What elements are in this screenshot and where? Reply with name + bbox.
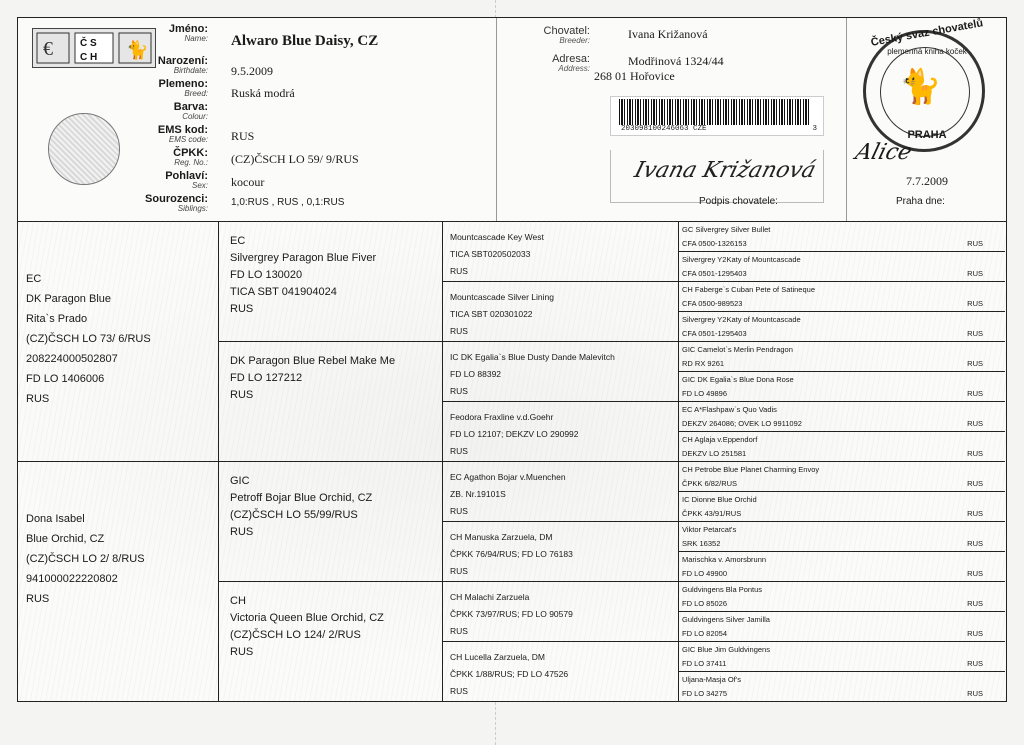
gen4-reg: SRK 16352	[682, 539, 721, 548]
gen4-name: GIC Blue Jim Guldvingens	[682, 645, 770, 654]
certificate-header	[18, 18, 1006, 222]
great-grandparent-cell-line: IC DK Egalia`s Blue Dusty Dande Malevitch	[450, 352, 615, 362]
gen4-name: CH Petrobe Blue Planet Charming Envoy	[682, 465, 820, 474]
great-grandparent-cell-line: ČPKK 76/94/RUS; FD LO 76183	[450, 549, 573, 559]
grandparent-cell-line: (CZ)ČSCH LO 124/ 2/RUS	[230, 629, 361, 641]
parent-cell	[18, 461, 218, 701]
grandparent-cell-line: Silvergrey Paragon Blue Fiver	[230, 252, 377, 264]
gen4-cell	[678, 371, 1005, 401]
parent-cell-line: Blue Orchid, CZ	[26, 533, 105, 545]
address-line-1: Modřinová 1324/44	[628, 54, 724, 68]
label-breeder: Chovatel: Breeder:	[543, 25, 590, 45]
svg-text:🐈: 🐈	[126, 40, 149, 61]
great-grandparent-cell	[442, 281, 678, 341]
gen4-name: GIC DK Egalia`s Blue Dona Rose	[682, 375, 794, 384]
gen4-reg: CFA 0500-989523	[682, 299, 743, 308]
label-breed: Plemeno: Breed:	[158, 78, 208, 98]
label-siblings: Sourozenci: Siblings:	[145, 193, 208, 213]
gen4-cell	[678, 491, 1005, 521]
gen4-cell	[678, 341, 1005, 371]
great-grandparent-cell-line: ČPKK 1/88/RUS; FD LO 47526	[450, 669, 569, 679]
gen4-name: Guldvingens Silver Jamilla	[682, 615, 770, 624]
grandparent-cell-line: CH	[230, 595, 246, 607]
birthdate-value: 9.5.2009	[231, 64, 273, 78]
breed-value: Ruská modrá	[231, 86, 295, 100]
great-grandparent-cell-line: RUS	[450, 566, 468, 576]
great-grandparent-cell-line: RUS	[450, 326, 468, 336]
grid-line	[678, 371, 1005, 372]
reg-no-value: (CZ)ČSCH LO 59/ 9/RUS	[231, 152, 359, 166]
grandparent-cell-line: FD LO 127212	[230, 372, 303, 384]
grid-line	[678, 341, 1005, 342]
gen4-reg: FD LO 82054	[682, 629, 728, 638]
svg-text:C H: C H	[80, 52, 98, 63]
gen4-cell	[678, 581, 1005, 611]
label-reg-no: ČPKK: Reg. No.:	[173, 147, 208, 167]
parent-cell-line: RUS	[26, 393, 50, 405]
breeder-signature: Ivana Križanová	[631, 158, 819, 183]
great-grandparent-cell-line: EC Agathon Bojar v.Muenchen	[450, 472, 566, 482]
label-sex: Pohlaví: Sex:	[165, 170, 208, 190]
grid-line	[678, 311, 1005, 312]
great-grandparent-cell-line: RUS	[450, 386, 468, 396]
grandparent-cell	[218, 341, 442, 461]
gen4-name: Guldvingens Bla Pontus	[682, 585, 763, 594]
parent-cell-line: FD LO 1406006	[26, 373, 105, 385]
parent-cell-line: 941000022220802	[26, 573, 118, 585]
great-grandparent-cell	[442, 461, 678, 521]
great-grandparent-cell-line: RUS	[450, 446, 468, 456]
gen4-name: EC A*Flashpaw`s Quo Vadis	[682, 405, 777, 414]
gen4-cell	[678, 551, 1005, 581]
grandparent-cell-line: RUS	[230, 303, 254, 315]
parent-cell-line: RUS	[26, 593, 50, 605]
grid-line	[678, 491, 1005, 492]
gen4-ems: RUS	[967, 299, 983, 308]
grandparent-cell-line: FD LO 130020	[230, 269, 303, 281]
gen4-ems: RUS	[967, 629, 983, 638]
gen4-ems: RUS	[967, 269, 983, 278]
gen4-reg: FD LO 34275	[682, 689, 728, 698]
great-grandparent-cell-line: RUS	[450, 266, 468, 276]
grandparent-cell-line: RUS	[230, 646, 254, 658]
grid-line	[678, 431, 1005, 432]
gen4-ems: RUS	[967, 239, 983, 248]
parent-cell-line: DK Paragon Blue	[26, 293, 111, 305]
gen4-name: CH Faberge`s Cuban Pete of Satineque	[682, 285, 815, 294]
pedigree-certificate	[17, 17, 1007, 702]
gen4-ems: RUS	[967, 449, 983, 458]
gen4-cell	[678, 401, 1005, 431]
great-grandparent-cell	[442, 221, 678, 281]
great-grandparent-cell	[442, 521, 678, 581]
parent-cell-line: Rita`s Prado	[26, 313, 88, 325]
parent-cell-line: EC	[26, 273, 42, 285]
gen4-ems: RUS	[967, 419, 983, 428]
gen4-reg: CFA 0501-1295403	[682, 329, 747, 338]
great-grandparent-cell-line: ZB. Nr.19101S	[450, 489, 506, 499]
gen4-ems: RUS	[967, 329, 983, 338]
barcode-bars-icon	[619, 99, 809, 125]
sex-value: kocour	[231, 175, 265, 189]
great-grandparent-cell-line: CH Malachi Zarzuela	[450, 592, 530, 602]
gen4-ems: RUS	[967, 509, 983, 518]
stamp-text-mid: plemenná kniha koček	[887, 47, 967, 56]
gen4-cell	[678, 311, 1005, 341]
breeder-name: Ivana Križanová	[628, 27, 708, 41]
grandparent-cell	[218, 221, 442, 341]
gen4-cell	[678, 521, 1005, 551]
gen4-name: Marischka v. Amorsbrunn	[682, 555, 767, 564]
great-grandparent-cell-line: RUS	[450, 686, 468, 696]
grid-line	[678, 581, 1005, 582]
great-grandparent-cell	[442, 341, 678, 401]
label-birthdate: Narození: Birthdate:	[157, 55, 208, 75]
gen4-ems: RUS	[967, 539, 983, 548]
gen4-name: Silvergrey Y2Katy of Mountcascade	[682, 315, 801, 324]
stamp-text-bottom: PRAHA	[907, 129, 947, 141]
gen4-name: Uljana-Masja Of's	[682, 675, 741, 684]
gen4-reg: FD LO 49900	[682, 569, 728, 578]
pedigree-table	[18, 221, 1006, 701]
header-divider	[496, 18, 497, 221]
registry-stamp	[863, 17, 985, 152]
gen4-ems: RUS	[967, 389, 983, 398]
gen4-ems: RUS	[967, 569, 983, 578]
great-grandparent-cell-line: CH Lucella Zarzuela, DM	[450, 652, 545, 662]
grid-line	[678, 251, 1005, 252]
parent-cell-line: (CZ)ČSCH LO 2/ 8/RUS	[26, 553, 145, 565]
gen4-cell	[678, 431, 1005, 461]
gen4-name: IC Dionne Blue Orchid	[682, 495, 757, 504]
barcode-number: 203098100246063 CZE	[621, 125, 707, 133]
cat-name: Alwaro Blue Daisy, CZ	[231, 33, 379, 49]
svg-text:Č S: Č S	[80, 38, 97, 49]
great-grandparent-cell	[442, 401, 678, 461]
grandparent-cell-line: Victoria Queen Blue Orchid, CZ	[230, 612, 384, 624]
gen4-reg: FD LO 49896	[682, 389, 728, 398]
grandparent-cell-line: DK Paragon Blue Rebel Make Me	[230, 355, 396, 367]
grid-line	[678, 521, 1005, 522]
gen4-ems: RUS	[967, 659, 983, 668]
grid-line	[678, 281, 1005, 282]
grandparent-cell-line: RUS	[230, 389, 254, 401]
great-grandparent-cell-line: Mountcascade Key West	[450, 232, 544, 242]
label-address: Adresa: Address:	[552, 53, 590, 73]
parent-cell-line: (CZ)ČSCH LO 73/ 6/RUS	[26, 333, 151, 345]
great-grandparent-cell-line: CH Manuska Zarzuela, DM	[450, 532, 553, 542]
gen4-cell	[678, 281, 1005, 311]
gen4-reg: DEKZV 264086; OVEK LO 9911092	[682, 419, 802, 428]
gen4-cell	[678, 461, 1005, 491]
grid-line	[678, 671, 1005, 672]
gen4-name: Viktor Petarcat's	[682, 525, 737, 534]
header-divider-right	[846, 18, 847, 221]
grid-line	[678, 551, 1005, 552]
gen4-name: GIC Camelot`s Merlin Pendragon	[682, 345, 793, 354]
issue-date-caption: Praha dne:	[896, 196, 945, 207]
gen4-reg: FD LO 37411	[682, 659, 727, 668]
grid-line	[678, 461, 1005, 462]
grandparent-cell-line: RUS	[230, 526, 254, 538]
gen4-ems: RUS	[967, 359, 983, 368]
label-colour: Barva: Colour:	[173, 101, 208, 121]
gen4-ems: RUS	[967, 479, 983, 488]
gen4-reg: FD LO 85026	[682, 599, 728, 608]
gen4-reg: CFA 0501-1295403	[682, 269, 747, 278]
gen4-ems: RUS	[967, 599, 983, 608]
grid-line	[678, 401, 1005, 402]
great-grandparent-cell-line: Feodora Fraxline v.d.Goehr	[450, 412, 554, 422]
gen4-cell	[678, 671, 1005, 701]
issue-date: 7.7.2009	[906, 174, 948, 188]
grandparent-cell-line: TICA SBT 041904024	[230, 286, 337, 298]
great-grandparent-cell-line: Mountcascade Silver Lining	[450, 292, 554, 302]
gen4-cell	[678, 611, 1005, 641]
grandparent-cell-line: EC	[230, 235, 246, 247]
grid-line	[678, 611, 1005, 612]
great-grandparent-cell	[442, 581, 678, 641]
great-grandparent-cell	[442, 641, 678, 701]
grandparent-cell	[218, 461, 442, 581]
gen4-cell	[678, 221, 1005, 251]
gen4-name: CH Aglaja v.Eppendorf	[682, 435, 758, 444]
address-line-2: 268 01 Hořovice	[594, 69, 675, 83]
label-name: Jméno: Name:	[168, 23, 208, 43]
registrar-signature: Alice	[852, 140, 915, 165]
grandparent-cell-line: Petroff Bojar Blue Orchid, CZ	[230, 492, 373, 504]
grandparent-cell	[218, 581, 442, 701]
gen4-name: Silvergrey Y2Katy of Mountcascade	[682, 255, 801, 264]
grandparent-cell-line: (CZ)ČSCH LO 55/99/RUS	[230, 509, 358, 521]
signature-caption: Podpis chovatele:	[699, 196, 778, 207]
cat-emblem-icon: 🐈	[899, 67, 942, 107]
svg-text:€: €	[43, 38, 53, 60]
great-grandparent-cell-line: RUS	[450, 626, 468, 636]
great-grandparent-cell-line: ČPKK 73/97/RUS; FD LO 90579	[450, 609, 573, 619]
grandparent-cell-line: GIC	[230, 475, 250, 487]
stamp-text-top: Český svaz chovatelů	[869, 17, 985, 49]
gen4-reg: RD RX 9261	[682, 359, 725, 368]
barcode	[610, 96, 824, 136]
gen4-name: GC Silvergrey Silver Bullet	[682, 225, 771, 234]
parent-cell-line: 208224000502807	[26, 353, 118, 365]
grid-line	[678, 641, 1005, 642]
gen4-cell	[678, 641, 1005, 671]
great-grandparent-cell-line: TICA SBT 020301022	[450, 309, 533, 319]
gen4-ems: RUS	[967, 689, 983, 698]
siblings-value: 1,0:RUS , RUS , 0,1:RUS	[231, 197, 345, 208]
great-grandparent-cell-line: FD LO 88392	[450, 369, 502, 379]
parent-cell	[18, 221, 218, 461]
barcode-suffix: 3	[812, 125, 817, 133]
gen4-reg: CFA 0500-1326153	[682, 239, 747, 248]
great-grandparent-cell-line: RUS	[450, 506, 468, 516]
gen4-cell	[678, 251, 1005, 281]
gen4-reg: ČPKK 43/91/RUS	[682, 509, 742, 518]
parent-cell-line: Dona Isabel	[26, 513, 85, 525]
gen4-reg: DEKZV LO 251581	[682, 449, 747, 458]
label-ems-code: EMS kod: EMS code:	[157, 124, 208, 144]
ems-code-value: RUS	[231, 129, 255, 143]
gen4-reg: ČPKK 6/82/RUS	[682, 479, 738, 488]
great-grandparent-cell-line: FD LO 12107; DEKZV LO 290992	[450, 429, 579, 439]
great-grandparent-cell-line: TICA SBT020502033	[450, 249, 531, 259]
